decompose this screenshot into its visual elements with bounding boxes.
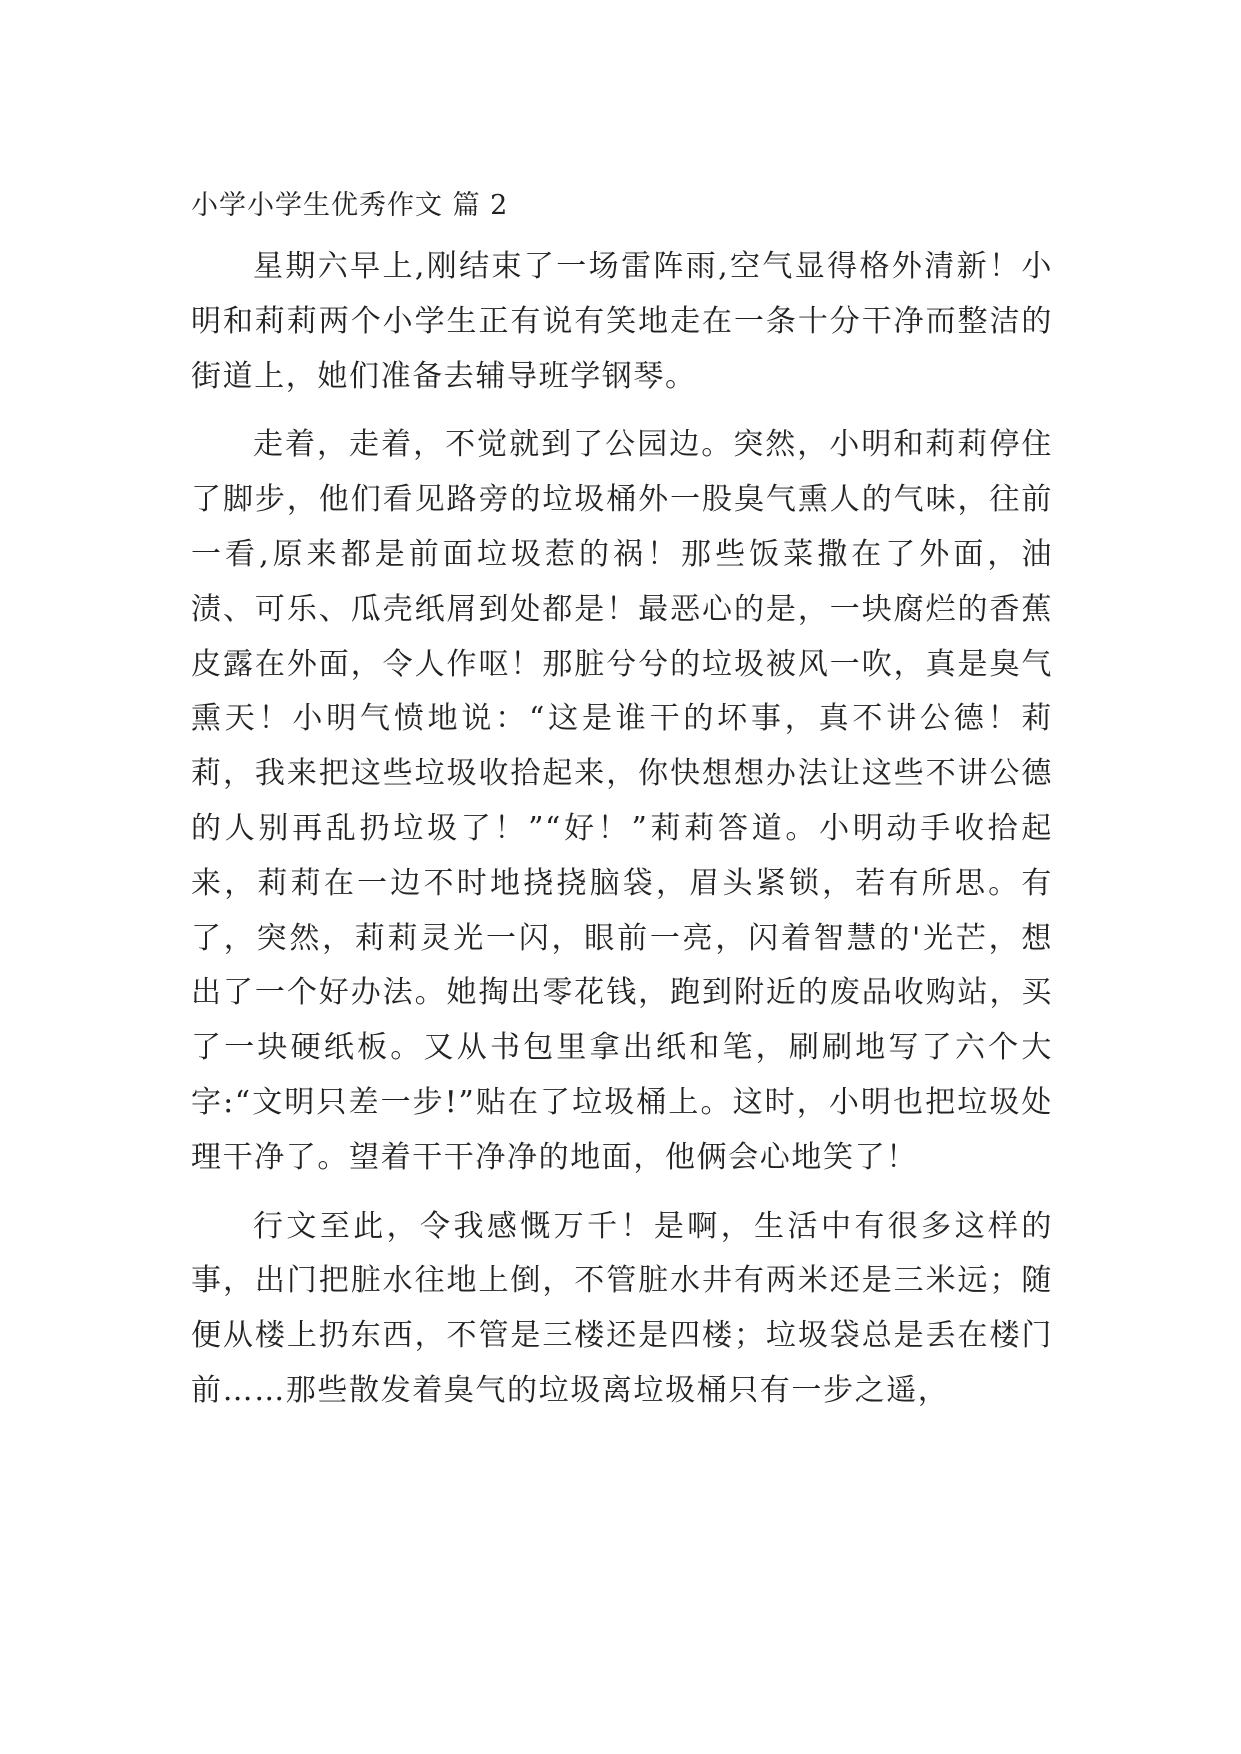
paragraph-1: 星期六早上,刚结束了一场雷阵雨,空气显得格外清新！小明和莉莉两个小学生正有说有笑地走在一条十分干净而整洁的街道上，她们准备去辅导班学钢琴。 — [191, 249, 1053, 394]
essay-title: 小学小学生优秀作文 篇 2 — [191, 190, 509, 221]
document-body — [191, 188, 1053, 1419]
paragraph-3: 行文至此，令我感慨万千！是啊，生活中有很多这样的事，出门把脏水往地上倒，不管脏水井有两米还是三米远；随便从楼上扔东西，不管是三楼还是四楼；垃圾袋总是丢在楼门前……那些散发着臭气的垃圾离垃圾桶只有一步之遥， — [191, 1208, 1053, 1408]
paragraph-2: 走着，走着，不觉就到了公园边。突然，小明和莉莉停住了脚步，他们看见路旁的垃圾桶外一股臭气熏人的气味，往前一看,原来都是前面垃圾惹的祸！那些饭菜撒在了外面，油渍、可乐、瓜壳纸屑到处都是！最恶心的是，一块腐烂的香蕉皮露在外面，令人作呕！那脏兮兮的垃圾被风一吹，真是臭气熏天！小明气愤地说：“这是谁干的坏事，真不讲公德！莉莉，我来把这些垃圾收拾起来，你快想想办法让这些不讲公德的人别再乱扔垃圾了！”“好！”莉莉答道。小明动手收拾起来，莉莉在一边不时地挠挠脑袋，眉头紧锁，若有所思。有了，突然，莉莉灵光一闪，眼前一亮，闪着智慧的'光芒，想出了一个好办法。她掏出零花钱，跑到附近的废品收购站，买了一块硬纸板。又从书包里拿出纸和笔，刷刷地写了六个大字:“文明只差一步!”贴在了垃圾桶上。这时，小明也把垃圾处理干净了。望着干干净净的地面，他俩会心地笑了！ — [191, 427, 1053, 1175]
